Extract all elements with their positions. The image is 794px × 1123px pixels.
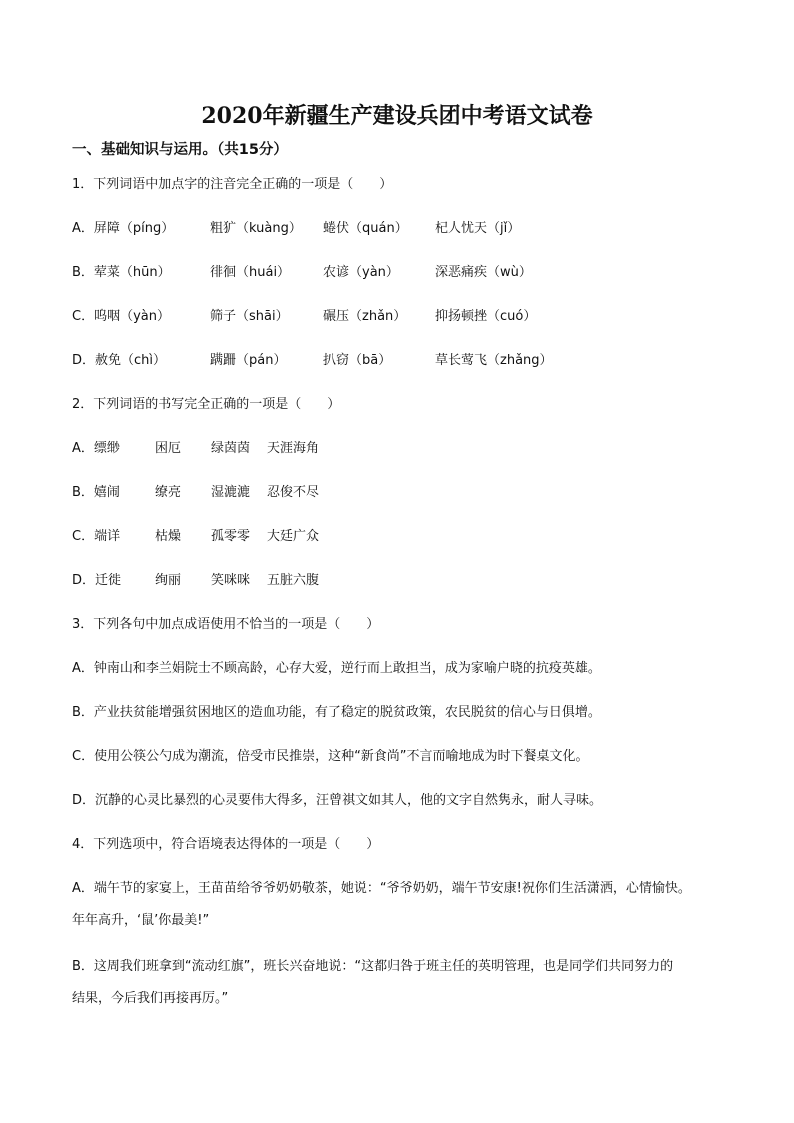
question-3-stem: 3．下列各句中加点成语使用不恰当的一项是（ ） (72, 617, 380, 632)
question-3-option-a: A．钟南山和李兰娟院士不顾高龄，心存大爱，逆行而上敢担当，成为家喻户晓的抗疫英雄。 (72, 661, 601, 676)
question-1-stem: 1．下列词语中加点字的注音完全正确的一项是（ ） (72, 177, 393, 192)
option-item: 农谚（yàn） (323, 265, 399, 280)
option-item: 绿茵茵 (211, 441, 251, 456)
option-item: 筛子（shāi） (210, 309, 289, 324)
section-heading: 一、基础知识与运用。（共15分） (72, 142, 288, 158)
option-item: A．屏障（pínɡ） (72, 221, 175, 236)
option-item: 湿漉漉 (211, 485, 251, 500)
option-item: D．赦免（chì） (72, 353, 167, 368)
option-item: 深恶痛疾（wù） (435, 265, 532, 280)
option-item: 蹒跚（pán） (210, 353, 287, 368)
question-4-option-b-line1: B．这周我们班拿到“流动红旗”，班长兴奋地说：“这都归咎于班主任的英明管理，也是同学们共同努力的 (72, 959, 674, 974)
option-item: 蜷伏（quán） (323, 221, 408, 236)
option-item: 碾压（zhǎn） (323, 309, 407, 324)
option-item: 五脏六腹 (267, 573, 320, 588)
option-item: C．呜咽（yàn） (72, 309, 170, 324)
option-item: 绚丽 (155, 573, 182, 588)
option-item: 笑咪咪 (211, 573, 251, 588)
question-3-option-c: C．使用公筷公勺成为潮流，倍受市民推崇，这种“新食尚”不言而喻地成为时下餐桌文化。 (72, 749, 589, 764)
option-item: 孤零零 (211, 529, 251, 544)
question-4-option-a-line1: A．端午节的家宴上，王苗苗给爷爷奶奶敬茶，她说：“爷爷奶奶，端午节安康!祝你们生活潇洒，心情愉快。 (72, 881, 691, 896)
option-item: 粗犷（kuàng） (210, 221, 302, 236)
option-item: 杞人忧天（jǐ） (435, 221, 521, 236)
option-item: 困厄 (155, 441, 182, 456)
question-4-stem: 4．下列选项中，符合语境表达得体的一项是（ ） (72, 837, 380, 852)
question-3-option-b: B．产业扶贫能增强贫困地区的造血功能，有了稳定的脱贫政策，农民脱贫的信心与日俱增。 (72, 705, 601, 720)
question-3-option-d: D．沉静的心灵比暴烈的心灵要伟大得多，汪曾祺文如其人，他的文字自然隽永，耐人寻味。 (72, 793, 603, 808)
question-4-option-a-line2: 年年高升，‘鼠’你最美!” (72, 913, 210, 928)
option-item: 草长莺飞（zhǎng） (435, 353, 553, 368)
question-4-option-b-line2: 结果，今后我们再接再厉。” (72, 991, 229, 1006)
option-item: 扒窃（bā） (323, 353, 392, 368)
option-item: 枯燥 (155, 529, 182, 544)
option-item: 大廷广众 (267, 529, 320, 544)
option-item: 天涯海角 (267, 441, 320, 456)
option-item: 抑扬顿挫（cuó） (435, 309, 537, 324)
option-item: 忍俊不尽 (267, 485, 320, 500)
option-item: C．端详 (72, 529, 121, 544)
option-item: A．缥缈 (72, 441, 120, 456)
option-item: B．荤菜（hūn） (72, 265, 171, 280)
option-item: 缭亮 (155, 485, 182, 500)
option-item: B．嬉闹 (72, 485, 120, 500)
option-item: D．迁徙 (72, 573, 122, 588)
question-2-stem: 2．下列词语的书写完全正确的一项是（ ） (72, 397, 341, 412)
option-item: 徘徊（huái） (210, 265, 291, 280)
page-title: 2020年新疆生产建设兵团中考语文试卷 (201, 103, 593, 129)
